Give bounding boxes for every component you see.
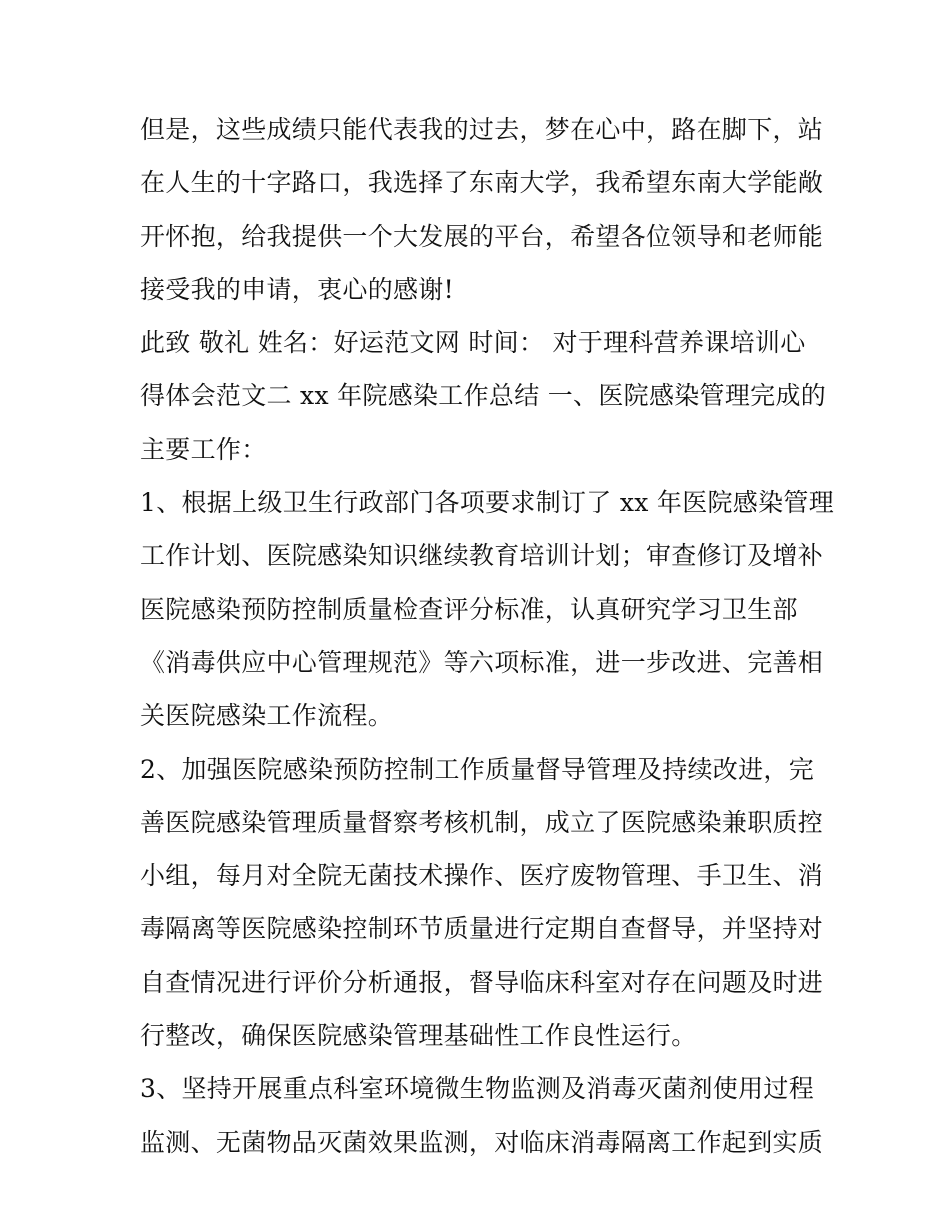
text-line: 自查情况进行评价分析通报，督导临床科室对存在问题及时进 bbox=[140, 967, 824, 997]
text-line: 善医院感染管理质量督察考核机制，成立了医院感染兼职质控 bbox=[140, 807, 824, 837]
text-line: 关医院感染工作流程。 bbox=[140, 701, 394, 731]
text-line: 医院感染预防控制质量检查评分标准，认真研究学习卫生部 bbox=[140, 594, 798, 624]
text-line: 3、坚持开展重点科室环境微生物监测及消毒灭菌剂使用过程 bbox=[140, 1074, 815, 1104]
text-line: 得体会范文二 xx 年院感染工作总结 一、医院感染管理完成的 bbox=[140, 381, 827, 411]
text-line: 开怀抱，给我提供一个大发展的平台，希望各位领导和老师能 bbox=[140, 221, 824, 251]
text-line: 此致 敬礼 姓名：好运范文网 时间： 对于理科营养课培训心 bbox=[140, 328, 806, 358]
text-line: 2、加强医院感染预防控制工作质量督导管理及持续改进，完 bbox=[140, 754, 815, 784]
text-line: 接受我的申请，衷心的感谢! bbox=[140, 274, 454, 304]
text-line: 小组，每月对全院无菌技术操作、医疗废物管理、手卫生、消 bbox=[140, 861, 824, 891]
text-line: 在人生的十字路口，我选择了东南大学，我希望东南大学能敞 bbox=[140, 168, 824, 198]
text-line: 《消毒供应中心管理规范》等六项标准，进一步改进、完善相 bbox=[140, 647, 824, 677]
text-line: 1、根据上级卫生行政部门各项要求制订了 xx 年医院感染管理 bbox=[140, 488, 834, 518]
text-line: 监测、无菌物品灭菌效果监测，对临床消毒隔离工作起到实质 bbox=[140, 1127, 824, 1157]
text-line: 主要工作： bbox=[140, 434, 267, 464]
text-line: 毒隔离等医院感染控制环节质量进行定期自查督导，并坚持对 bbox=[140, 914, 824, 944]
document-body bbox=[140, 103, 834, 1169]
text-line: 行整改，确保医院感染管理基础性工作良性运行。 bbox=[140, 1021, 697, 1051]
text-line: 但是，这些成绩只能代表我的过去，梦在心中，路在脚下，站 bbox=[140, 115, 824, 144]
text-line: 工作计划、医院感染知识继续教育培训计划；审查修订及增补 bbox=[140, 541, 824, 571]
